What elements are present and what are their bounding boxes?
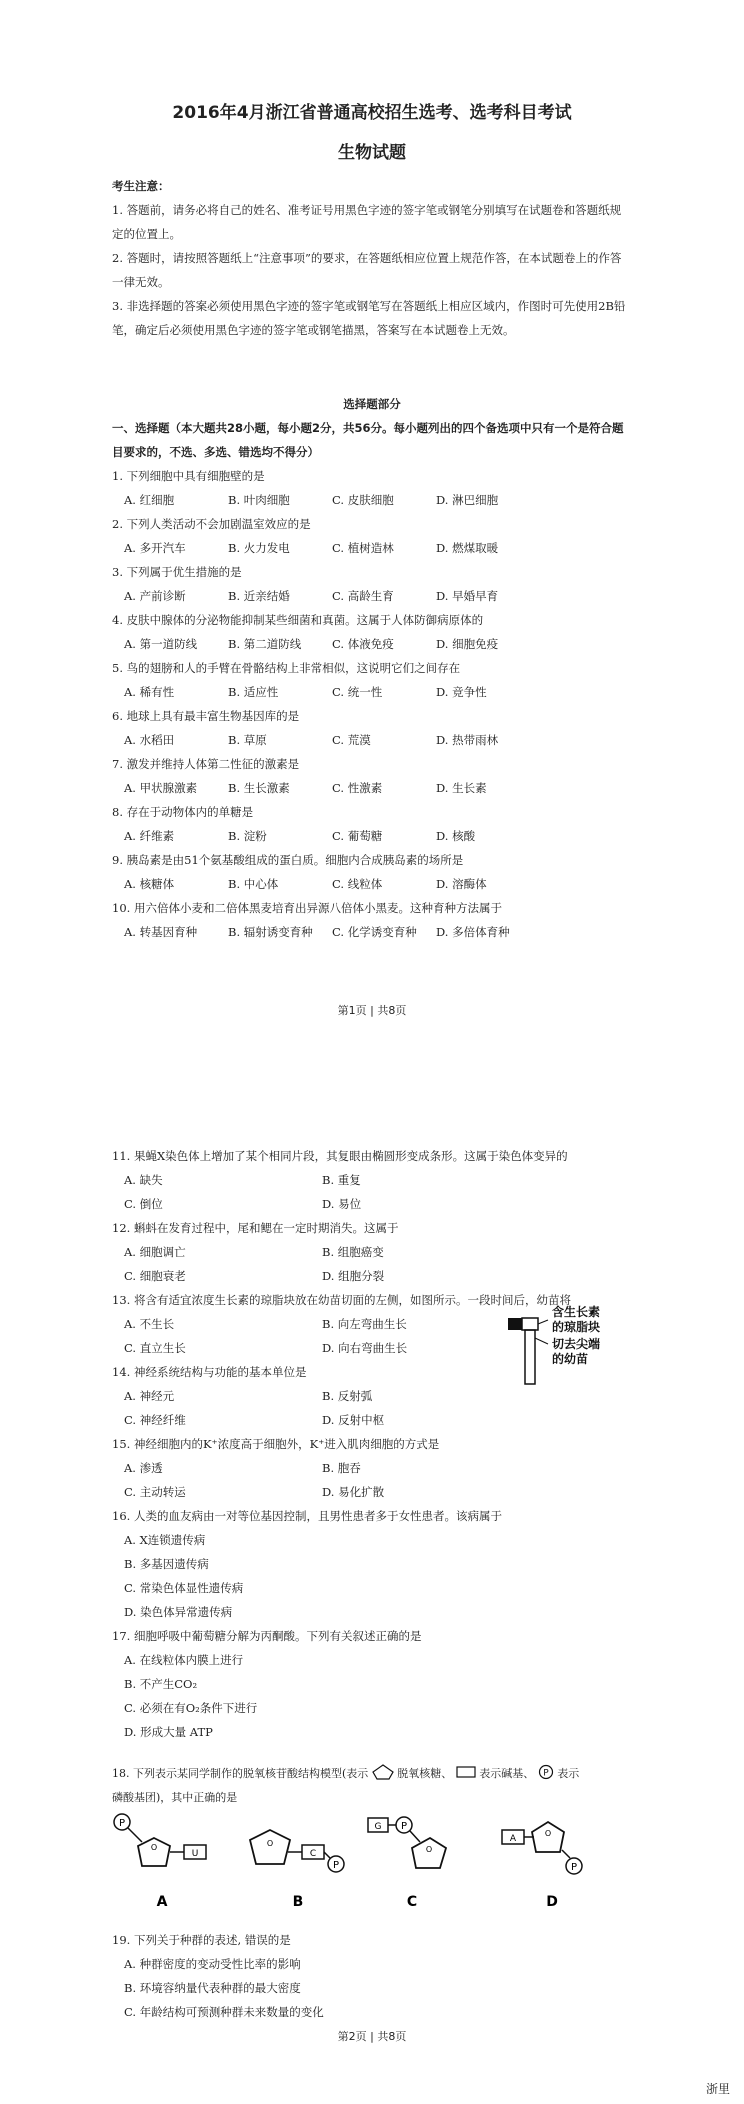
option: B. 草原	[228, 733, 267, 747]
svg-text:O: O	[266, 1839, 274, 1848]
option: B. 重复	[322, 1173, 361, 1187]
seedling-stem	[525, 1330, 535, 1384]
svg-text:O: O	[150, 1843, 158, 1852]
q18-stem-part: 表示碱基、	[479, 1767, 535, 1780]
option: B. 环境容纳量代表种群的最大密度	[124, 1981, 301, 1995]
option: A. 第一道防线	[124, 637, 198, 651]
notice-item: 1. 答题前，请务必将自己的姓名、准考证号用黑色字迹的签字笔或钢笔分别填写在试题卷和答题纸规定的位置上。	[112, 203, 622, 241]
option: A. 红细胞	[124, 493, 175, 507]
option: C. 主动转运	[124, 1485, 186, 1499]
pentagon-icon	[372, 1764, 394, 1780]
page-footer-1: 第1页 | 共8页	[337, 1004, 407, 1017]
question-6-options	[124, 728, 632, 752]
option: B. 适应性	[228, 685, 279, 699]
base-label: U	[191, 1849, 199, 1859]
option: C. 细胞衰老	[124, 1269, 186, 1283]
seedling-figure	[506, 1304, 636, 1388]
option: B. 胞吞	[322, 1461, 361, 1475]
base-label: A	[509, 1834, 517, 1844]
option: B. 反射弧	[322, 1389, 373, 1403]
question-4-options	[124, 632, 632, 656]
question-18-stem	[112, 1762, 632, 1786]
model-a	[114, 1814, 206, 1910]
option: C. 化学诱变育种	[332, 925, 417, 939]
question-8-options	[124, 824, 632, 848]
base-label: C	[309, 1849, 317, 1859]
model-letter: C	[406, 1894, 418, 1910]
notice-item: 2. 答题时，请按照答题纸上“注意事项”的要求，在答题纸相应位置上规范作答，在本试题卷上的作答一律无效。	[112, 251, 622, 289]
q18-stem-part: 18. 下列表示某同学制作的脱氧核苷酸结构模型(表示	[112, 1767, 369, 1780]
option: A. 神经元	[124, 1389, 175, 1403]
question-1-options	[124, 488, 632, 512]
phosphate-label: P	[543, 1768, 549, 1779]
option: D. 溶酶体	[436, 877, 487, 891]
option: D. 生长素	[436, 781, 487, 795]
question-11-options	[124, 1168, 632, 1192]
option: B. 向左弯曲生长	[322, 1317, 407, 1331]
option: D. 染色体异常遗传病	[124, 1605, 233, 1619]
question-15-stem: 15. 神经细胞内的K⁺浓度高于细胞外，K⁺进入肌肉细胞的方式是	[112, 1437, 440, 1451]
option: D. 燃煤取暖	[436, 541, 499, 555]
page-1	[0, 0, 744, 1040]
option: C. 线粒体	[332, 877, 383, 891]
option: D. 易化扩散	[322, 1485, 385, 1499]
question-8-stem: 8. 存在于动物体内的单糖是	[112, 805, 254, 819]
question-12-options	[124, 1240, 632, 1264]
question-9-options	[124, 872, 632, 896]
option: A. 甲状腺激素	[124, 781, 198, 795]
question-18-stem-line2: 磷酸基团)，其中正确的是	[112, 1791, 238, 1804]
option: B. 火力发电	[228, 541, 290, 555]
base-label: G	[374, 1822, 382, 1832]
exam-subtitle: 生物试题	[338, 143, 406, 163]
option: C. 皮肤细胞	[332, 493, 394, 507]
option: D. 易位	[322, 1197, 362, 1211]
seedling-top	[522, 1318, 538, 1330]
phosphate-label: P	[400, 1821, 408, 1832]
option: B. 第二道防线	[228, 637, 302, 651]
option: C. 必须在有O₂条件下进行	[124, 1701, 258, 1715]
option: C. 神经纤维	[124, 1413, 186, 1427]
option: A. 纤维素	[124, 829, 175, 843]
question-2-stem: 2. 下列人类活动不会加剧温室效应的是	[112, 517, 311, 531]
option: B. 叶肉细胞	[228, 493, 290, 507]
option: B. 中心体	[228, 877, 279, 891]
question-5-options	[124, 680, 632, 704]
option: A. 渗透	[124, 1461, 163, 1475]
option: D. 核酸	[436, 829, 476, 843]
q18-stem-part: 脱氧核糖、	[397, 1767, 453, 1780]
question-5-stem: 5. 鸟的翅膀和人的手臂在骨骼结构上非常相似，这说明它们之间存在	[112, 661, 461, 675]
option: A. 核糖体	[124, 877, 175, 891]
option: A. 不生长	[124, 1317, 175, 1331]
option: C. 统一性	[332, 685, 383, 699]
option: D. 热带雨林	[436, 733, 499, 747]
model-b	[250, 1830, 344, 1910]
page-footer-2: 第2页 | 共8页	[337, 2030, 407, 2043]
option: D. 组胞分裂	[322, 1269, 385, 1283]
phosphate-label: P	[118, 1818, 126, 1829]
question-1-stem: 1. 下列细胞中具有细胞壁的是	[112, 469, 265, 483]
option: C. 性激素	[332, 781, 383, 795]
exam-title: 2016年4月浙江省普通高校招生选考、选考科目考试	[172, 103, 572, 123]
question-17-stem: 17. 细胞呼吸中葡萄糖分解为丙酮酸。下列有关叙述正确的是	[112, 1629, 422, 1643]
svg-text:O: O	[544, 1829, 552, 1838]
agar-block	[508, 1318, 522, 1330]
option: C. 常染色体显性遗传病	[124, 1581, 244, 1595]
question-6-stem: 6. 地球上具有最丰富生物基因库的是	[112, 709, 300, 723]
option: B. 多基因遗传病	[124, 1557, 209, 1571]
question-11-options	[124, 1192, 632, 1216]
phosphate-label: P	[332, 1860, 340, 1871]
option: A. 多开汽车	[124, 541, 186, 555]
option: D. 形成大量 ATP	[124, 1725, 213, 1739]
question-11-stem: 11. 果蝇X染色体上增加了某个相同片段，其复眼由椭圆形变成条形。这属于染色体变异的	[112, 1149, 568, 1163]
question-3-options	[124, 584, 632, 608]
phosphate-label: P	[570, 1862, 578, 1873]
question-16-stem: 16. 人类的血友病由一对等位基因控制，且男性患者多于女性患者。该病属于	[112, 1509, 502, 1523]
question-15-options	[124, 1456, 632, 1480]
option: B. 近亲结婚	[228, 589, 290, 603]
notice-item: 3. 非选择题的答案必须使用黑色字迹的签字笔或钢笔写在答题纸上相应区域内，作图时可先使用2B铅笔，确定后必须使用黑色字迹的签字笔或钢笔描黑，答案写在本试题卷上无效。	[112, 299, 626, 337]
model-letter: D	[546, 1894, 558, 1910]
section-title: 选择题部分	[343, 397, 401, 411]
page-2	[0, 1040, 744, 2104]
svg-text:O: O	[425, 1845, 433, 1854]
option: C. 荒漠	[332, 733, 371, 747]
option: A. 水稻田	[124, 733, 175, 747]
option: C. 体液免疫	[332, 637, 394, 651]
section-block	[112, 392, 632, 464]
option: A. 在线粒体内膜上进行	[124, 1653, 244, 1667]
question-9-stem: 9. 胰岛素是由51个氨基酸组成的蛋白质。细胞内合成胰岛素的场所是	[112, 853, 464, 867]
phosphate-circle-icon	[538, 1764, 554, 1780]
option: B. 生长激素	[228, 781, 290, 795]
question-15-options	[124, 1480, 632, 1504]
question-12-options	[124, 1264, 632, 1288]
question-14-stem: 14. 神经系统结构与功能的基本单位是	[112, 1365, 307, 1379]
pointer-line	[538, 1320, 548, 1324]
option: A. 稀有性	[124, 685, 175, 699]
notice-heading: 考生注意：	[112, 179, 170, 193]
corner-text: 浙里	[705, 2082, 730, 2096]
option: B. 淀粉	[228, 829, 267, 843]
option: C. 葡萄糖	[332, 829, 383, 843]
option: B. 不产生CO₂	[124, 1677, 198, 1691]
q18-stem-part: 表示	[557, 1767, 580, 1780]
rectangle-icon	[456, 1766, 476, 1778]
question-list-p1	[112, 464, 632, 944]
question-3-stem: 3. 下列属于优生措施的是	[112, 565, 242, 579]
question-12-stem: 12. 蝌蚪在发育过程中，尾和鳃在一定时期消失。这属于	[112, 1221, 399, 1235]
figure-label: 切去尖端	[552, 1337, 601, 1351]
question-19	[112, 1928, 632, 2024]
question-10-options	[124, 920, 632, 944]
question-19-stem: 19. 下列关于种群的表述, 错误的是	[112, 1933, 291, 1947]
option: C. 高龄生育	[332, 589, 394, 603]
option: A. 产前诊断	[124, 589, 186, 603]
question-10-stem: 10. 用六倍体小麦和二倍体黑麦培育出异源八倍体小黑麦。这种育种方法属于	[112, 901, 502, 915]
option: D. 淋巴细胞	[436, 493, 499, 507]
model-d	[502, 1822, 582, 1910]
option: A. 细胞调亡	[124, 1245, 186, 1259]
model-c	[368, 1817, 446, 1910]
figure-label: 的幼苗	[552, 1352, 589, 1366]
figure-label: 含生长素	[552, 1305, 601, 1319]
option: D. 向右弯曲生长	[322, 1341, 408, 1355]
option: D. 多倍体育种	[436, 925, 510, 939]
option: D. 竞争性	[436, 685, 487, 699]
option: A. 转基因育种	[124, 925, 198, 939]
option: C. 直立生长	[124, 1341, 186, 1355]
option: C. 植树造林	[332, 541, 394, 555]
question-2-options	[124, 536, 632, 560]
nucleotide-models	[112, 1810, 632, 1920]
option: B. 辐射诱变育种	[228, 925, 313, 939]
question-14-options	[124, 1408, 632, 1432]
option: C. 年龄结构可预测种群未来数量的变化	[124, 2005, 324, 2019]
question-7-stem: 7. 激发并维持人体第二性征的激素是	[112, 757, 300, 771]
pointer-line	[535, 1338, 548, 1344]
question-list-p2	[112, 1144, 632, 1744]
section-instruction: 一、选择题（本大题共28小题，每小题2分，共56分。每小题列出的四个备选项中只有一个是符合题目要求的，不选、多选、错选均不得分）	[112, 421, 624, 459]
option: D. 细胞免疫	[436, 637, 499, 651]
option: A. 种群密度的变动受性比率的影响	[124, 1957, 301, 1971]
model-letter: B	[292, 1894, 304, 1910]
question-4-stem: 4. 皮肤中腺体的分泌物能抑制某些细菌和真菌。这属于人体防御病原体的	[112, 613, 484, 627]
option: B. 组胞癌变	[322, 1245, 384, 1259]
notice-block	[112, 174, 632, 342]
question-13-stem: 13. 将含有适宜浓度生长素的琼脂块放在幼苗切面的左侧，如图所示。一段时间后，幼苗将	[112, 1293, 571, 1307]
option: C. 倒位	[124, 1197, 163, 1211]
option: D. 反射中枢	[322, 1413, 385, 1427]
option: A. 缺失	[124, 1173, 163, 1187]
model-letter: A	[156, 1894, 168, 1910]
figure-label: 的琼脂块	[552, 1320, 601, 1334]
option: D. 早婚早育	[436, 589, 499, 603]
option: A. X连锁遗传病	[124, 1533, 206, 1547]
question-7-options	[124, 776, 632, 800]
